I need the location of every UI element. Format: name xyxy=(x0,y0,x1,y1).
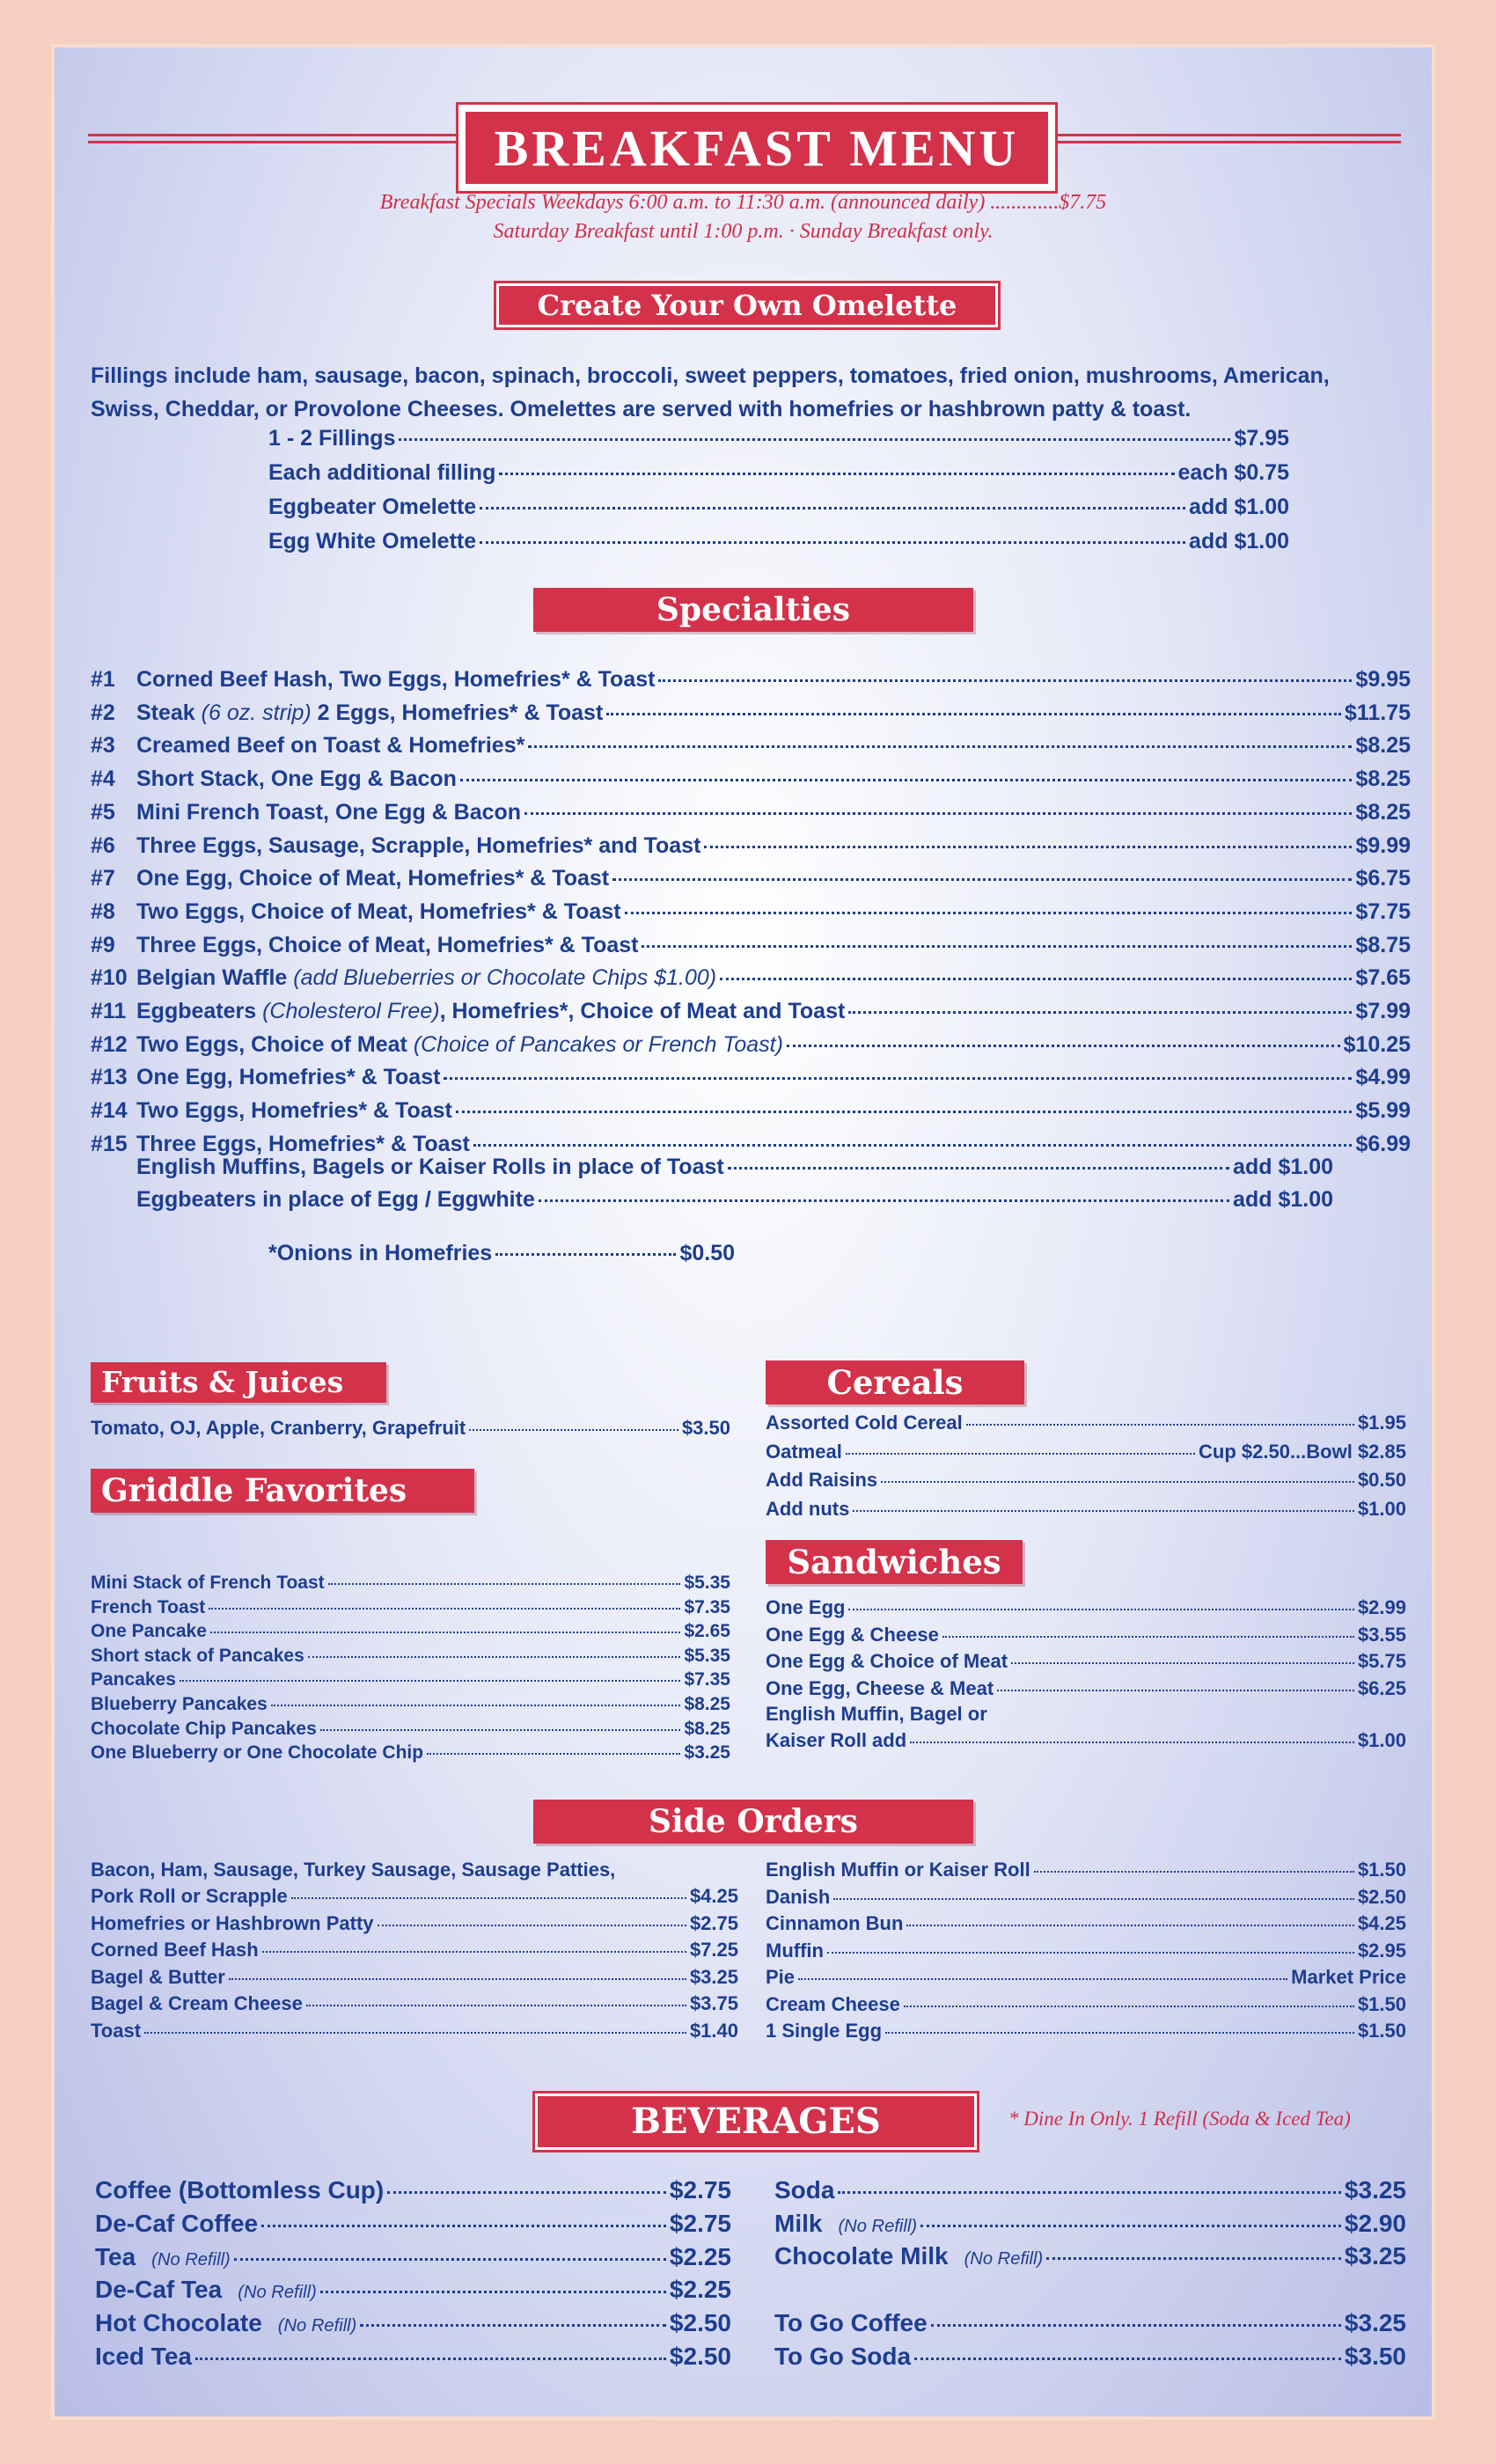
side-item: Toast $1.40 xyxy=(91,2019,738,2042)
specialty-item: #11 Eggbeaters (Cholesterol Free), Homefries*, Choice of Meat and Toast $7.99 xyxy=(91,999,1411,1023)
menu-page xyxy=(51,44,1435,2420)
sandwich-addon-line1: English Muffin, Bagel or xyxy=(766,1703,987,1725)
specialty-item: #9 Three Eggs, Choice of Meat, Homefries* & Toast $8.75 xyxy=(91,932,1411,957)
cereal-item: Add Raisins $0.50 xyxy=(766,1469,1406,1491)
specialty-item: #13 One Egg, Homefries* & Toast $4.99 xyxy=(91,1065,1411,1090)
onions-note: *Onions in Homefries $0.50 xyxy=(268,1241,735,1265)
sides-header: Side Orders xyxy=(533,1800,973,1844)
title-rule-right xyxy=(1058,134,1401,143)
beverage-item: Tea (No Refill) $2.25 xyxy=(95,2242,731,2270)
beverage-item: Milk (No Refill) $2.90 xyxy=(774,2210,1406,2237)
side-item: Cinnamon Bun $4.25 xyxy=(766,1912,1406,1934)
specialty-item: #10 Belgian Waffle (add Blueberries or Chocolate Chips $1.00) $7.65 xyxy=(91,965,1411,991)
side-item: Pork Roll or Scrapple $4.25 xyxy=(91,1885,738,1907)
omelette-header: Create Your Own Omelette xyxy=(496,283,998,327)
specials-line-1: Breakfast Specials Weekdays 6:00 a.m. to 11:30 a.m. (announced daily) .............$7.75 xyxy=(379,191,1107,214)
specialty-item: #2 Steak (6 oz. strip) 2 Eggs, Homefries* & Toast $11.75 xyxy=(91,700,1411,725)
omelette-item: Egg White Omelette add $1.00 xyxy=(268,529,1289,554)
specialty-item: #1 Corned Beef Hash, Two Eggs, Homefries* & Toast $9.95 xyxy=(91,667,1411,692)
specialty-item: #4 Short Stack, One Egg & Bacon $8.25 xyxy=(91,766,1411,792)
omelette-item: Eggbeater Omelette add $1.00 xyxy=(268,495,1289,519)
side-item: Cream Cheese $1.50 xyxy=(766,1992,1406,2015)
side-item: Muffin $2.95 xyxy=(766,1939,1406,1962)
beverage-item: To Go Soda $3.50 xyxy=(774,2343,1406,2370)
beverage-item: Coffee (Bottomless Cup) $2.75 xyxy=(95,2176,731,2204)
beverage-item: De-Caf Tea (No Refill) $2.25 xyxy=(95,2276,731,2304)
beverage-item: Soda $3.25 xyxy=(774,2176,1406,2204)
specialty-item: #6 Three Eggs, Sausage, Scrapple, Homefries* and Toast $9.99 xyxy=(91,832,1411,858)
side-item: Pie Market Price xyxy=(766,1966,1406,1988)
beverage-item: Hot Chocolate (No Refill) $2.50 xyxy=(95,2309,731,2337)
beverages-header: BEVERAGES xyxy=(535,2094,977,2150)
griddle-item: One Blueberry or One Chocolate Chip $3.25 xyxy=(91,1742,730,1764)
specialty-item: #12 Two Eggs, Choice of Meat (Choice of Pancakes or French Toast) $10.25 xyxy=(91,1031,1411,1057)
side-item: Bagel & Cream Cheese $3.75 xyxy=(91,1992,738,2014)
sides-first-line: Bacon, Ham, Sausage, Turkey Sausage, Sausage Patties, xyxy=(91,1859,616,1881)
sandwich-item: One Egg & Cheese $3.55 xyxy=(766,1623,1406,1646)
specialty-item: #3 Creamed Beef on Toast & Homefries* $8.25 xyxy=(91,733,1411,759)
griddle-item: Mini Stack of French Toast $5.35 xyxy=(91,1573,730,1593)
specialty-item: #14 Two Eggs, Homefries* & Toast $5.99 xyxy=(91,1098,1411,1124)
beverage-item: To Go Coffee $3.25 xyxy=(774,2309,1406,2336)
cereal-item: Assorted Cold Cereal $1.95 xyxy=(766,1412,1406,1434)
specials-line-2: Saturday Breakfast until 1:00 p.m. · Sunday Breakfast only. xyxy=(493,220,994,243)
griddle-item: Chocolate Chip Pancakes $8.25 xyxy=(91,1718,730,1739)
sandwiches-header: Sandwiches xyxy=(766,1540,1023,1584)
omelette-item: Each additional filling each $0.75 xyxy=(268,460,1289,485)
beverages-note: * Dine In Only. 1 Refill (Soda & Iced Tea) xyxy=(1008,2108,1351,2130)
fruits-header: Fruits & Juices xyxy=(91,1362,386,1403)
beverage-item: Iced Tea $2.50 xyxy=(95,2343,731,2370)
griddle-item: Short stack of Pancakes $5.35 xyxy=(91,1645,730,1666)
beverage-item: Chocolate Milk (No Refill) $3.25 xyxy=(774,2242,1406,2270)
side-item: Danish $2.50 xyxy=(766,1885,1406,1908)
side-item: Homefries or Hashbrown Patty $2.75 xyxy=(91,1911,738,1934)
griddle-item: French Toast $7.35 xyxy=(91,1596,730,1617)
side-item: English Muffin or Kaiser Roll $1.50 xyxy=(766,1859,1406,1881)
sandwich-item: One Egg & Choice of Meat $5.75 xyxy=(766,1650,1406,1672)
fruits-item: Tomato, OJ, Apple, Cranberry, Grapefruit $3.50 xyxy=(91,1417,730,1439)
cereal-item: Add nuts $1.00 xyxy=(766,1497,1406,1520)
specialty-item: #7 One Egg, Choice of Meat, Homefries* & Toast $6.75 xyxy=(91,866,1411,891)
specialty-extra: English Muffins, Bagels or Kaiser Rolls in place of Toast add $1.00 xyxy=(136,1155,1333,1179)
griddle-item: Pancakes $7.35 xyxy=(91,1669,730,1690)
beverage-item: De-Caf Coffee $2.75 xyxy=(95,2209,731,2237)
title-rule-left xyxy=(88,134,456,143)
page-title: BREAKFAST MENU xyxy=(466,112,1048,184)
griddle-item: Blueberry Pancakes $8.25 xyxy=(91,1694,730,1714)
specialty-item: #5 Mini French Toast, One Egg & Bacon $8.25 xyxy=(91,799,1411,825)
sandwich-item: One Egg, Cheese & Meat $6.25 xyxy=(766,1676,1406,1699)
omelette-item: 1 - 2 Fillings $7.95 xyxy=(268,426,1289,451)
specialties-header: Specialties xyxy=(533,588,973,632)
specialty-item: #15 Three Eggs, Homefries* & Toast $6.99 xyxy=(91,1131,1411,1156)
cereal-item: Oatmeal Cup $2.50...Bowl $2.85 xyxy=(766,1440,1406,1463)
griddle-header: Griddle Favorites xyxy=(91,1469,474,1513)
omelette-description: Fillings include ham, sausage, bacon, spinach, broccoli, sweet peppers, tomatoes, fried onion, mushrooms, American, Swiss, Cheddar, or Provolone Cheeses. Omelettes are served with homefries or hashbrown patty & toast. xyxy=(91,363,1330,422)
sandwich-item: One Egg $2.99 xyxy=(766,1596,1406,1618)
cereals-header: Cereals xyxy=(766,1360,1024,1404)
side-item: Bagel & Butter $3.25 xyxy=(91,1965,738,1988)
griddle-item: One Pancake $2.65 xyxy=(91,1621,730,1642)
sandwich-addon: Kaiser Roll add $1.00 xyxy=(766,1729,1406,1751)
title-frame xyxy=(456,102,1058,194)
side-item: Corned Beef Hash $7.25 xyxy=(91,1939,738,1961)
side-item: 1 Single Egg $1.50 xyxy=(766,2020,1406,2042)
specialty-extra: Eggbeaters in place of Egg / Eggwhite add $1.00 xyxy=(136,1187,1333,1212)
specialty-item: #8 Two Eggs, Choice of Meat, Homefries* & Toast $7.75 xyxy=(91,898,1411,924)
